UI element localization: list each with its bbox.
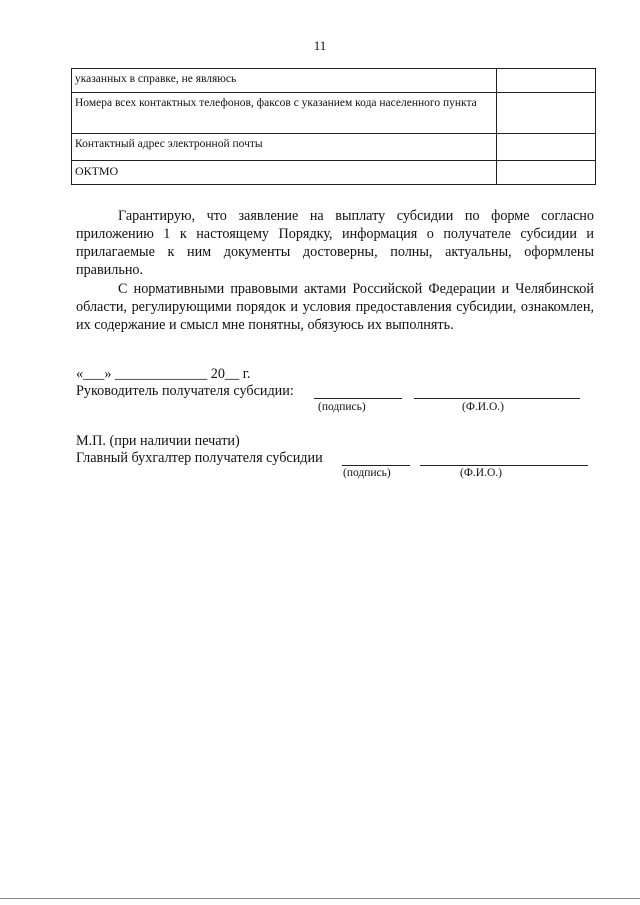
head-fio-caption: (Ф.И.О.) xyxy=(462,401,504,413)
table-cell-label: Номера всех контактных телефонов, факсов с указанием кода населенного пункта xyxy=(72,93,497,134)
table-row xyxy=(72,93,596,134)
table-cell-label: Контактный адрес электронной почты xyxy=(72,134,497,161)
accountant-signature-blank xyxy=(342,465,410,466)
page-bottom-divider xyxy=(0,898,640,899)
applicant-info-table xyxy=(71,68,596,185)
table-cell-value xyxy=(497,93,596,134)
date-line: «___» _____________ 20__ г. xyxy=(76,366,251,382)
accountant-signature-label: Главный бухгалтер получателя субсидии xyxy=(76,450,323,466)
acknowledgement-paragraph: С нормативными правовыми актами Российской Федерации и Челябинской области, регулирующими порядок и условия предоставления субсидии, ознакомлен, их содержание и смысл мне понятны, обязуюсь их выполнять. xyxy=(76,281,594,333)
page-number: 11 xyxy=(313,38,327,53)
table-cell-label: указанных в справке, не являюсь xyxy=(72,69,497,93)
guarantee-paragraph: Гарантирую, что заявление на выплату субсидии по форме согласно приложению 1 к настоящему Порядку, информация о получателе субсидии и прилагаемые к ним документы достоверны, полны, актуальны, оформлены правильно. xyxy=(76,208,594,278)
table-cell-value xyxy=(497,161,596,185)
head-signature-blank xyxy=(314,398,402,399)
table-cell-value xyxy=(497,69,596,93)
seal-note: М.П. (при наличии печати) xyxy=(76,433,240,449)
head-signature-label: Руководитель получателя субсидии: xyxy=(76,383,294,399)
table-row xyxy=(72,161,596,185)
table-cell-label: ОКТМО xyxy=(72,161,497,185)
head-fio-blank xyxy=(414,398,580,399)
table-row xyxy=(72,134,596,161)
accountant-signature-caption: (подпись) xyxy=(343,467,391,479)
accountant-fio-caption: (Ф.И.О.) xyxy=(460,467,502,479)
table-cell-value xyxy=(497,134,596,161)
accountant-fio-blank xyxy=(420,465,588,466)
table-row xyxy=(72,69,596,93)
head-signature-caption: (подпись) xyxy=(318,401,366,413)
